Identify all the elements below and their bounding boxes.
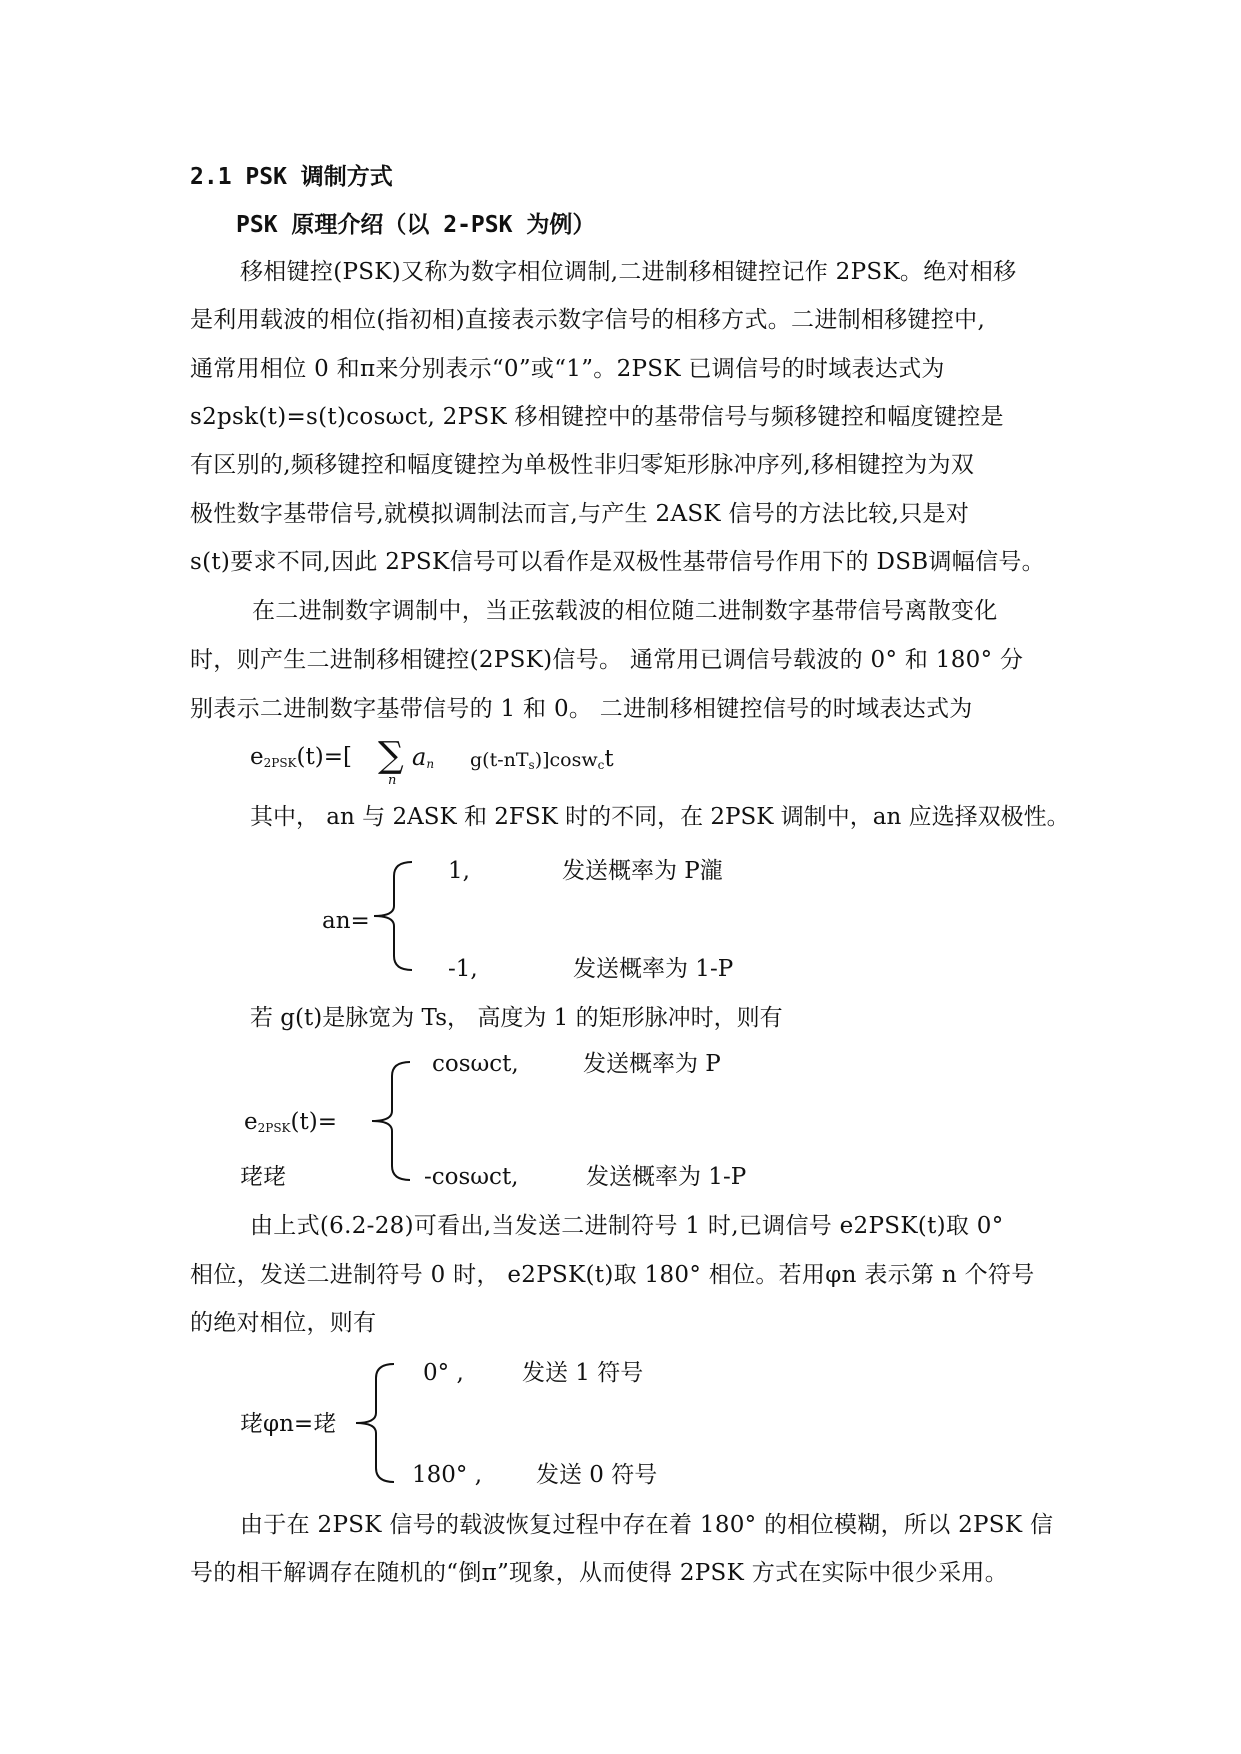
formula-lhs-rest: (t)=[ (296, 744, 352, 770)
an-case1-value: 1, (448, 858, 470, 884)
an-case2-desc: 发送概率为 1-P (573, 956, 734, 982)
para1-line: s(t)要求不同,因此 2PSK信号可以看作是双极性基带信号作用下的 DSB调幅信号。 (190, 549, 1045, 575)
formula-c-sub: c (597, 758, 605, 772)
para2-line: 在二进制数字调制中，当正弦载波的相位随二进制数字基带信号离散变化 (252, 598, 998, 624)
an-case1-desc: 发送概率为 P瀧 (562, 858, 723, 884)
para1-line: 有区别的,频移键控和幅度键控为单极性非归零矩形脉冲序列,移相键控为为双 (190, 452, 975, 478)
left-brace-icon (350, 1360, 400, 1486)
e2psk-lhs (244, 1107, 337, 1143)
sum-subscript: n (388, 773, 397, 788)
formula-lhs: e (250, 744, 264, 770)
left-brace-icon (368, 858, 418, 974)
para6-line: 号的相干解调存在随机的“倒π”现象，从而使得 2PSK 方式在实际中很少采用。 (190, 1560, 1009, 1586)
para1-line: 移相键控(PSK)又称为数字相位调制,二进制移相键控记作 2PSK。绝对相移 (240, 259, 1017, 285)
paragraph-rect-pulse: 若 g(t)是脉宽为 Ts， 高度为 1 的矩形脉冲时，则有 (250, 1005, 783, 1031)
sum-symbol: ∑ (378, 735, 404, 776)
para6-line: 由于在 2PSK 信号的载波恢复过程中存在着 180° 的相位模糊，所以 2PSK 信 (240, 1512, 1054, 1538)
para5-line: 相位，发送二进制符号 0 时， e2PSK(t)取 180° 相位。若用φn 表示第 n 个符号 (190, 1262, 1035, 1288)
paragraph-an-note: 其中， an 与 2ASK 和 2FSK 时的不同，在 2PSK 调制中，an 应选择双极性。 (250, 804, 1070, 830)
para1-line: 通常用相位 0 和π来分别表示“0”或“1”。2PSK 已调信号的时域表达式为 (190, 356, 945, 382)
e2psk-extra-glyphs: 珯珯 (240, 1164, 286, 1190)
para1-line: 是利用载波的相位(指初相)直接表示数字信号的相移方式。二进制相移键控中, (190, 307, 986, 333)
phi-case2-desc: 发送 0 符号 (536, 1462, 658, 1488)
formula-a: a (412, 743, 427, 771)
formula-lhs-sub: 2PSK (263, 756, 297, 770)
para5-line: 由上式(6.2-28)可看出,当发送二进制符号 1 时,已调信号 e2PSK(t)取 0° (250, 1213, 1004, 1239)
para1-line: s2psk(t)=s(t)cosωct, 2PSK 移相键控中的基带信号与频移键控和幅度键控是 (190, 404, 1004, 430)
phi-case1-desc: 发送 1 符号 (522, 1360, 644, 1386)
e2psk-case2-desc: 发送概率为 1-P (586, 1164, 747, 1190)
e2psk-case1-desc: 发送概率为 P (583, 1051, 721, 1077)
formula-e2psk-sum (250, 742, 352, 778)
formula-g-term (470, 744, 614, 780)
formula-a-sub: n (426, 757, 435, 771)
formula-g-sub: s (528, 758, 535, 772)
formula-g: g(t-nT (470, 749, 529, 771)
section-title: 2.1 PSK 调制方式 (190, 164, 393, 190)
e2psk-lhs-rest: (t)= (290, 1109, 337, 1135)
formula-tail: t (604, 746, 614, 772)
an-lhs: an= (322, 908, 370, 934)
e2psk-case1-value: cosωct, (432, 1051, 519, 1077)
e2psk-lhs-e: e (244, 1109, 258, 1135)
e2psk-lhs-sub: 2PSK (257, 1121, 291, 1135)
phi-case2-value: 180° , (412, 1462, 483, 1488)
para5-line: 的绝对相位，则有 (190, 1310, 377, 1336)
formula-g-rest: )]cosw (534, 749, 598, 771)
para2-line: 别表示二进制数字基带信号的 1 和 0。 二进制移相键控信号的时域表达式为 (190, 696, 973, 722)
an-case2-value: -1, (448, 956, 478, 982)
phi-case1-value: 0° , (423, 1360, 464, 1386)
para2-line: 时，则产生二进制移相键控(2PSK)信号。 通常用已调信号载波的 0° 和 180° 分 (190, 647, 1024, 673)
subtitle: PSK 原理介绍（以 2-PSK 为例） (236, 212, 596, 238)
e2psk-case2-value: -cosωct, (424, 1164, 519, 1190)
formula-an (412, 742, 434, 779)
para1-line: 极性数字基带信号,就模拟调制法而言,与产生 2ASK 信号的方法比较,只是对 (190, 501, 970, 527)
phi-lhs: 珯φn=珯 (240, 1411, 337, 1437)
left-brace-icon (366, 1058, 416, 1184)
